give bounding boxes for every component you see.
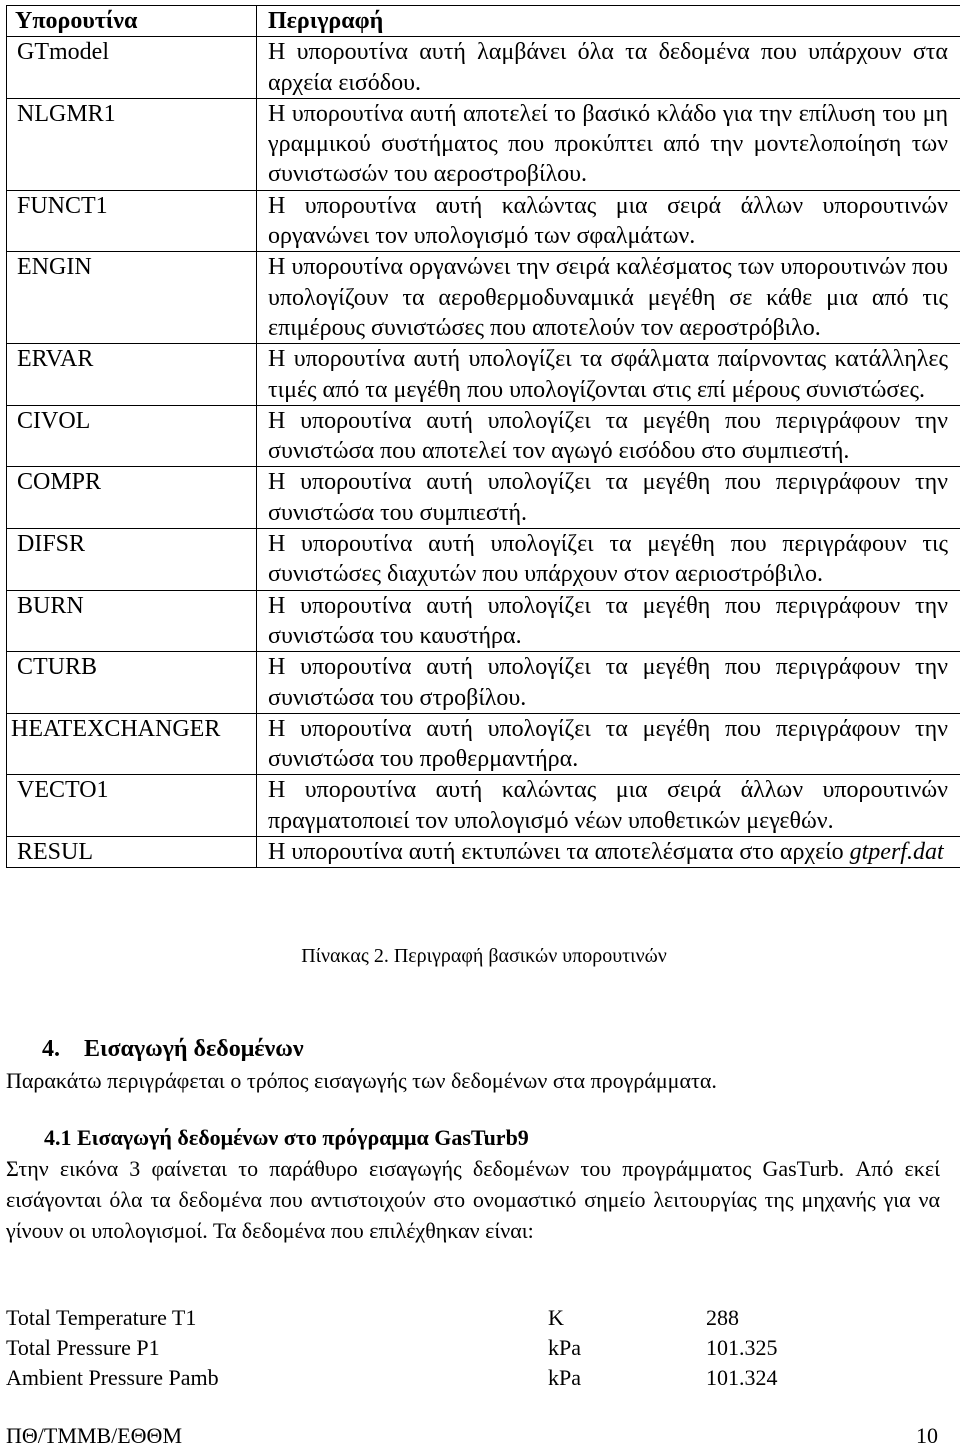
section-heading <box>42 1034 304 1064</box>
table-row <box>7 405 960 467</box>
subroutine-description: Η υπορουτίνα αυτή υπολογίζει τα μεγέθη που περιγράφουν την συνιστώσα του στροβίλου. <box>257 652 960 714</box>
subroutine-description: Η υπορουτίνα αυτή υπολογίζει τα μεγέθη που περιγράφουν την συνιστώσα του καυστήρα. <box>257 590 960 652</box>
table-caption: Πίνακας 2. Περιγραφή βασικών υπορουτινών <box>301 945 667 967</box>
list-item <box>6 1303 906 1333</box>
table-row <box>7 652 960 714</box>
subroutine-name: VECTO1 <box>7 775 257 837</box>
output-filename: gtperf.dat <box>849 839 944 866</box>
subroutine-description: Η υπορουτίνα αυτή εκτυπώνει τα αποτελέσματα στο αρχείο <box>268 839 844 866</box>
subroutine-description: Η υπορουτίνα αυτή καλώντας μια σειρά άλλων υπορουτινών πραγματοποιεί τον υπολογισμό νέων υποθετικών μεγεθών. <box>257 775 960 837</box>
subroutine-name: COMPR <box>7 467 257 529</box>
subroutine-name: HEATEXCHANGER <box>7 713 257 775</box>
subroutine-name: NLGMR1 <box>7 98 257 190</box>
input-data-list <box>6 1303 906 1393</box>
subroutine-name: CTURB <box>7 652 257 714</box>
list-item <box>6 1363 906 1393</box>
subroutine-description: Η υπορουτίνα αυτή υπολογίζει τα μεγέθη που περιγράφουν την συνιστώσα του συμπιεστή. <box>257 467 960 529</box>
subroutine-description-cell <box>257 837 960 868</box>
input-unit: K <box>548 1305 564 1330</box>
footer-department: ΠΘ/ΤΜΜΒ/ΕΘΘΜ <box>6 1423 183 1448</box>
subroutine-name: FUNCT1 <box>7 190 257 252</box>
input-value: 101.325 <box>706 1335 778 1360</box>
subroutine-description: Η υπορουτίνα αυτή υπολογίζει τα σφάλματα παίρνοντας κατάλληλες τιμές από τα μεγέθη που υπολογίζονται στις επί μέρους συνιστώσες. <box>257 344 960 406</box>
table-header-row <box>7 6 960 37</box>
subroutine-name: RESUL <box>7 837 257 868</box>
subroutine-description: Η υπορουτίνα αυτή υπολογίζει τα μεγέθη που περιγράφουν την συνιστώσα που αποτελεί τον αγωγό εισόδου στο συμπιεστή. <box>257 405 960 467</box>
table-row <box>7 98 960 190</box>
table-row <box>7 252 960 344</box>
table-row <box>7 467 960 529</box>
subroutine-name: ENGIN <box>7 252 257 344</box>
table-row <box>7 590 960 652</box>
subroutine-name: ERVAR <box>7 344 257 406</box>
subroutine-name: CIVOL <box>7 405 257 467</box>
input-unit: kPa <box>548 1335 581 1360</box>
input-unit: kPa <box>548 1365 581 1390</box>
section-title: Εισαγωγή δεδομένων <box>84 1036 304 1062</box>
subroutine-description: Η υπορουτίνα αυτή υπολογίζει τα μεγέθη που περιγράφουν τις συνιστώσες διαχυτών που υπάρχουν στον αεριοστρόβιλο. <box>257 529 960 591</box>
header-subroutine: Υπορουτίνα <box>7 6 257 37</box>
subsection-heading: 4.1 Εισαγωγή δεδομένων στο πρόγραμμα GasTurb9 <box>44 1125 529 1150</box>
table-row <box>7 190 960 252</box>
table-row <box>7 713 960 775</box>
subroutines-table <box>6 5 960 868</box>
table-row <box>7 344 960 406</box>
page-number: 10 <box>916 1423 938 1448</box>
table-row <box>7 529 960 591</box>
subroutine-description: Η υπορουτίνα αυτή λαμβάνει όλα τα δεδομένα που υπάρχουν στα αρχεία εισόδου. <box>257 37 960 99</box>
table-row <box>7 775 960 837</box>
subroutine-description: Η υπορουτίνα αυτή υπολογίζει τα μεγέθη που περιγράφουν την συνιστώσα του προθερμαντήρα. <box>257 713 960 775</box>
subroutine-name: DIFSR <box>7 529 257 591</box>
subroutine-description: Η υπορουτίνα αυτή αποτελεί το βασικό κλάδο για την επίλυση του μη γραμμικού συστήματος που προκύπτει από την μοντελοποίηση των συνιστωσών του αεροστροβίλου. <box>257 98 960 190</box>
subroutine-name: GTmodel <box>7 37 257 99</box>
header-description: Περιγραφή <box>257 6 960 37</box>
list-item <box>6 1333 906 1363</box>
input-value: 288 <box>706 1305 739 1330</box>
subsection-paragraph: Στην εικόνα 3 φαίνεται το παράθυρο εισαγωγής δεδομένων του προγράμματος GasTurb. Από εκεί εισάγονται όλα τα δεδομένα που αντιστοιχούν στο ονομαστικό σημείο λειτουργίας της μηχανής για να γίνουν οι υπολογισμοί. Τα δεδομένα που επιλέχθηκαν είναι: <box>6 1156 940 1243</box>
input-label: Total Temperature T1 <box>6 1305 197 1330</box>
input-label: Total Pressure P1 <box>6 1335 160 1360</box>
input-label: Ambient Pressure Pamb <box>6 1365 219 1390</box>
table-row <box>7 37 960 99</box>
section-paragraph: Παρακάτω περιγράφεται ο τρόπος εισαγωγής των δεδομένων στα προγράμματα. <box>6 1068 717 1093</box>
subroutine-name: BURN <box>7 590 257 652</box>
table-row <box>7 837 960 868</box>
input-value: 101.324 <box>706 1365 778 1390</box>
subroutine-description: Η υπορουτίνα οργανώνει την σειρά καλέσματος των υπορουτινών που υπολογίζουν τα αεροθερμοδυναμικά μεγέθη σε κάθε μια από τις επιμέρους συνιστώσες που αποτελούν τον αεροστρόβιλο. <box>257 252 960 344</box>
subroutine-description: Η υπορουτίνα αυτή καλώντας μια σειρά άλλων υπορουτινών οργανώνει τον υπολογισμό των σφαλμάτων. <box>257 190 960 252</box>
section-number: 4. <box>42 1036 60 1062</box>
